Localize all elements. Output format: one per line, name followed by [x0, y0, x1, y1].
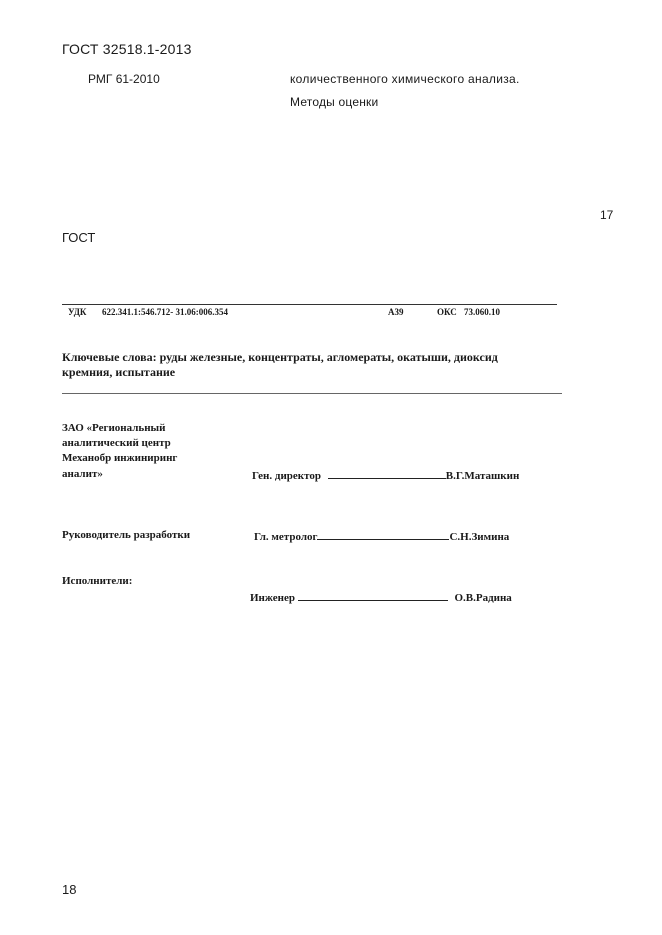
engineer-name: О.В.Радина	[454, 592, 512, 604]
page-number: 18	[62, 882, 77, 897]
classification-group: А39	[388, 307, 404, 317]
metrologist-name: С.Н.Зимина	[449, 531, 510, 543]
metrologist-position: Гл. метролог	[254, 531, 318, 543]
bibliography-code: РМГ 61-2010	[88, 72, 160, 86]
keywords-line2: кремния, испытание	[62, 365, 176, 379]
stray-page-number: 17	[600, 208, 614, 222]
org-name-line4: аналит»	[62, 468, 103, 480]
udk-label: УДК	[68, 307, 87, 317]
metrologist-signature-line	[254, 529, 509, 543]
org-name-line3: Механобр инжиниринг	[62, 452, 178, 464]
oks-label: ОКС	[437, 307, 457, 317]
engineer-position: Инженер	[250, 592, 295, 604]
dev-lead-label: Руководитель разработки	[62, 529, 191, 541]
keywords-line1: Ключевые слова: руды железные, концентраты, агломераты, окатыши, диоксид	[62, 350, 498, 364]
oks-value: 73.060.10	[464, 307, 500, 317]
org-name-line1: ЗАО «Региональный	[62, 422, 166, 434]
director-signature-line	[252, 468, 519, 482]
bibliography-title-line1: количественного химического анализа.	[290, 72, 520, 86]
classification-top-rule	[62, 304, 557, 305]
director-name: В.Г.Маташкин	[445, 470, 520, 482]
director-signature-blank	[328, 468, 446, 479]
engineer-signature-line	[250, 590, 512, 604]
director-position: Ген. директор	[252, 470, 321, 482]
keywords-bottom-rule	[62, 393, 562, 394]
metrologist-signature-blank	[317, 529, 449, 540]
org-name-line2: аналитический центр	[62, 437, 171, 449]
standard-code-header: ГОСТ 32518.1-2013	[62, 41, 192, 57]
bibliography-title-line2: Методы оценки	[290, 95, 379, 109]
gost-heading: ГОСТ	[62, 230, 96, 245]
udk-value: 622.341.1:546.712- 31.06:006.354	[102, 307, 228, 317]
engineer-signature-blank	[298, 590, 448, 601]
performers-label: Исполнители:	[62, 575, 133, 587]
